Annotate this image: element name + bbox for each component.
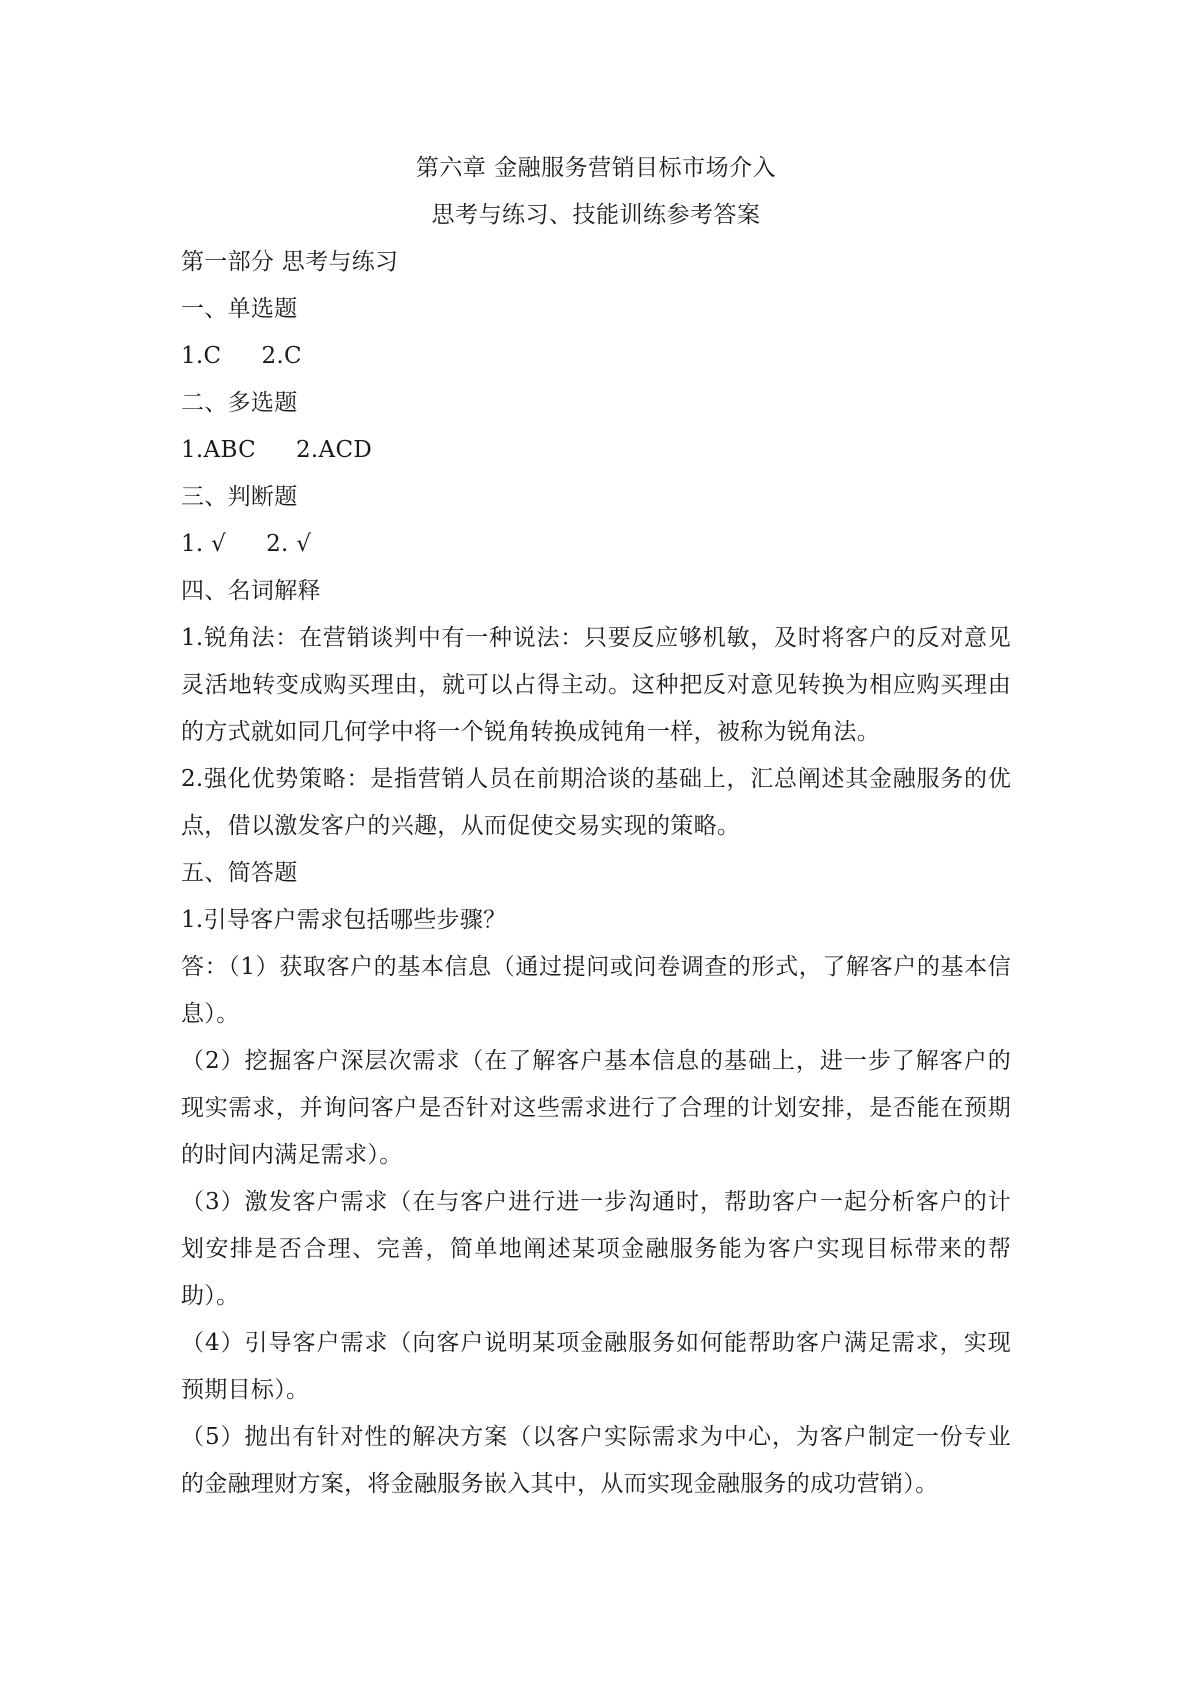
section-heading-short-answer: 五、简答题	[181, 860, 298, 886]
section-heading-true-false: 三、判断题	[181, 484, 298, 510]
term-definition-advantage-strategy: 2.强化优势策略：是指营销人员在前期洽谈的基础上，汇总阐述其金融服务的优点，借以激发客户的兴趣，从而促使交易实现的策略。	[181, 766, 1011, 839]
answer-item: 1.ABC	[181, 437, 256, 463]
true-false-answers	[181, 521, 1011, 568]
answer-item: 1.C	[181, 343, 222, 369]
short-answer-question: 1.引导客户需求包括哪些步骤？	[181, 907, 507, 933]
document-subtitle: 思考与练习、技能训练参考答案	[431, 202, 761, 228]
answer-step-1: 答：（1）获取客户的基本信息（通过提问或问卷调查的形式，了解客户的基本信息）。	[181, 954, 1011, 1027]
answer-step-3: （3）激发客户需求（在与客户进行进一步沟通时，帮助客户一起分析客户的计划安排是否合理、完善，简单地阐述某项金融服务能为客户实现目标带来的帮助）。	[181, 1189, 1011, 1309]
section-heading-single-choice: 一、单选题	[181, 296, 298, 322]
single-choice-answers	[181, 333, 1011, 380]
term-definition-acute-angle: 1.锐角法：在营销谈判中有一种说法：只要反应够机敏，及时将客户的反对意见灵活地转变成购买理由，就可以占得主动。这种把反对意见转换为相应购买理由的方式就如同几何学中将一个锐角转换成钝角一样，被称为锐角法。	[181, 625, 1011, 745]
section-heading-terms: 四、名词解释	[181, 578, 321, 604]
answer-step-5: （5）抛出有针对性的解决方案（以客户实际需求为中心，为客户制定一份专业的金融理财方案，将金融服务嵌入其中，从而实现金融服务的成功营销）。	[181, 1424, 1011, 1497]
multiple-choice-answers	[181, 427, 1011, 474]
answer-item: 1. √	[181, 531, 227, 557]
answer-item: 2.C	[261, 343, 302, 369]
part-heading: 第一部分 思考与练习	[181, 249, 399, 275]
answer-item: 2.ACD	[295, 437, 373, 463]
document-page	[181, 145, 1011, 1508]
answer-item: 2. √	[266, 531, 312, 557]
chapter-title: 第六章 金融服务营销目标市场介入	[415, 155, 777, 181]
answer-step-4: （4）引导客户需求（向客户说明某项金融服务如何能帮助客户满足需求，实现预期目标）。	[181, 1330, 1011, 1403]
answer-step-2: （2）挖掘客户深层次需求（在了解客户基本信息的基础上，进一步了解客户的现实需求，并询问客户是否针对这些需求进行了合理的计划安排，是否能在预期的时间内满足需求）。	[181, 1048, 1011, 1168]
section-heading-multiple-choice: 二、多选题	[181, 390, 298, 416]
